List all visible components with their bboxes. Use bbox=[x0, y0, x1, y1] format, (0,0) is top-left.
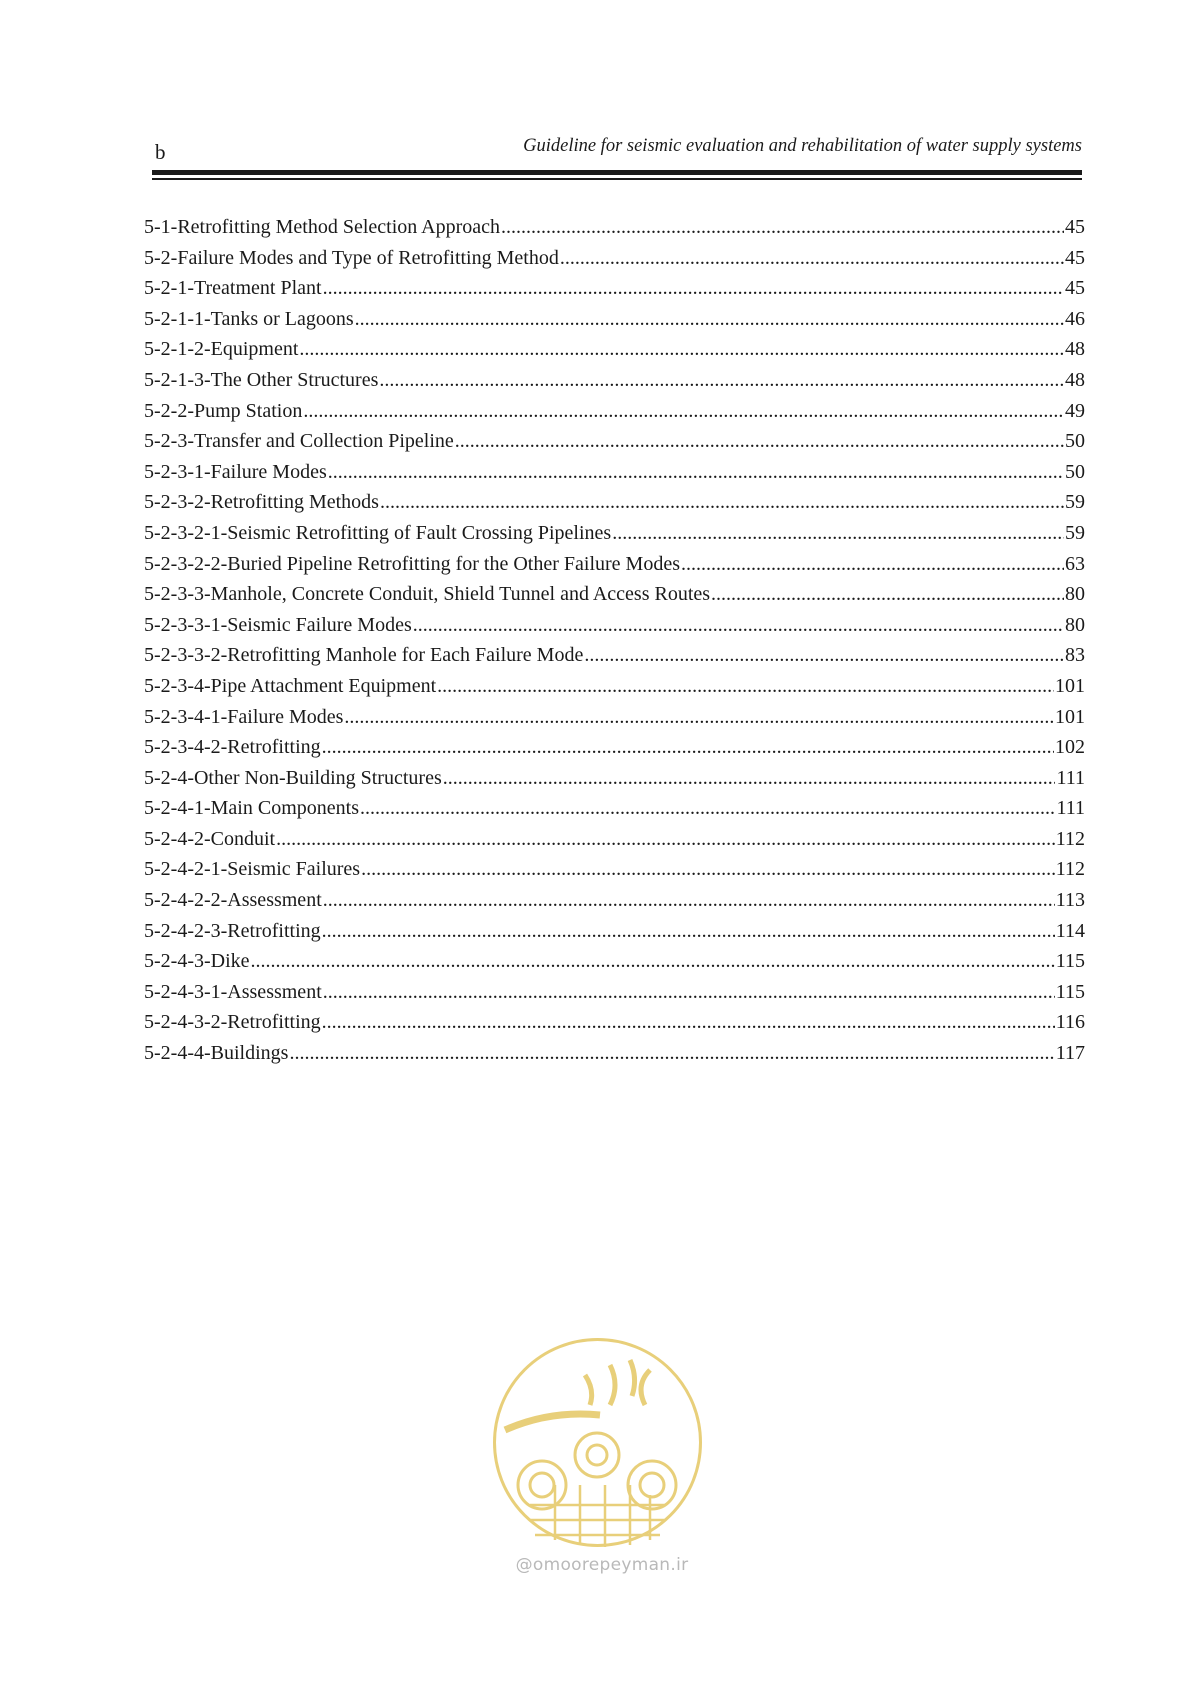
toc-entry-title: 5-2-3-3-2-Retrofitting Manhole for Each Failure Mode bbox=[144, 644, 584, 667]
toc-dot-leader bbox=[361, 854, 1055, 885]
toc-entry-page: 49 bbox=[1065, 399, 1085, 422]
toc-dot-leader bbox=[681, 549, 1064, 580]
toc-entry bbox=[144, 793, 1085, 824]
toc-entry-page: 102 bbox=[1055, 736, 1085, 759]
toc-entry-page: 116 bbox=[1055, 1011, 1085, 1034]
toc-entry bbox=[144, 334, 1085, 365]
toc-entry bbox=[144, 732, 1085, 763]
toc-entry-title: 5-2-2-Pump Station bbox=[144, 399, 303, 422]
toc-dot-leader bbox=[355, 304, 1064, 335]
toc-entry-page: 46 bbox=[1065, 307, 1085, 330]
toc-entry-title: 5-2-3-1-Failure Modes bbox=[144, 460, 327, 483]
toc-entry-title: 5-1-Retrofitting Method Selection Approach bbox=[144, 216, 501, 238]
toc-entry-page: 50 bbox=[1065, 430, 1085, 453]
toc-entry-title: 5-2-4-3-1-Assessment bbox=[144, 980, 322, 1003]
toc-entry bbox=[144, 457, 1085, 488]
toc-dot-leader bbox=[299, 334, 1064, 365]
toc-entry-title: 5-2-3-Transfer and Collection Pipeline bbox=[144, 430, 454, 453]
toc-entry bbox=[144, 1007, 1085, 1038]
toc-entry-title: 5-2-3-3-1-Seismic Failure Modes bbox=[144, 613, 412, 636]
toc-entry bbox=[144, 702, 1085, 733]
page-letter: b bbox=[155, 140, 166, 164]
toc-entry-title: 5-2-3-4-1-Failure Modes bbox=[144, 705, 344, 728]
toc-entry bbox=[144, 854, 1085, 885]
toc-entry-page: 111 bbox=[1056, 797, 1085, 820]
toc-entry bbox=[144, 243, 1085, 274]
toc-dot-leader bbox=[380, 487, 1064, 518]
toc-entry-title: 5-2-4-2-2-Assessment bbox=[144, 889, 322, 912]
toc-entry-page: 115 bbox=[1055, 950, 1085, 973]
toc-entry-title: 5-2-4-2-3-Retrofitting bbox=[144, 919, 321, 942]
toc-entry bbox=[144, 518, 1085, 549]
toc-entry-title: 5-2-1-3-The Other Structures bbox=[144, 368, 379, 391]
toc-dot-leader bbox=[276, 824, 1055, 855]
watermark-logo bbox=[490, 1335, 705, 1550]
toc-dot-leader bbox=[711, 579, 1064, 610]
toc-entry bbox=[144, 671, 1085, 702]
toc-dot-leader bbox=[323, 977, 1055, 1008]
toc-entry-page: 48 bbox=[1065, 338, 1085, 361]
toc-entry-page: 101 bbox=[1055, 705, 1085, 728]
toc-entry-page: 113 bbox=[1055, 889, 1085, 912]
running-title: Guideline for seismic evaluation and rehabilitation of water supply systems bbox=[523, 136, 1082, 156]
toc-dot-leader bbox=[322, 916, 1055, 947]
toc-entry-title: 5-2-4-2-Conduit bbox=[144, 827, 276, 850]
toc-entry-page: 45 bbox=[1065, 246, 1085, 269]
toc-dot-leader bbox=[328, 457, 1064, 488]
toc-entry bbox=[144, 640, 1085, 671]
toc-entry-title: 5-2-4-3-Dike bbox=[144, 950, 250, 973]
toc-entry bbox=[144, 396, 1085, 427]
toc-dot-leader bbox=[437, 671, 1054, 702]
toc-entry-page: 117 bbox=[1055, 1042, 1085, 1065]
toc-entry bbox=[144, 946, 1085, 977]
toc-dot-leader bbox=[303, 396, 1064, 427]
toc-entry-title: 5-2-3-2-2-Buried Pipeline Retrofitting for the Other Failure Modes bbox=[144, 552, 680, 575]
toc-entry-page: 63 bbox=[1065, 552, 1085, 575]
toc-entry-title: 5-2-3-3-Manhole, Concrete Conduit, Shield Tunnel and Access Routes bbox=[144, 583, 711, 606]
toc-dot-leader bbox=[612, 518, 1064, 549]
toc-entry-title: 5-2-4-3-2-Retrofitting bbox=[144, 1011, 321, 1034]
toc-entry bbox=[144, 549, 1085, 580]
toc-entry-page: 80 bbox=[1065, 583, 1085, 606]
toc-entry bbox=[144, 824, 1085, 855]
toc-dot-leader bbox=[344, 702, 1054, 733]
toc-entry bbox=[144, 579, 1085, 610]
toc-entry-title: 5-2-1-1-Tanks or Lagoons bbox=[144, 307, 354, 330]
toc-dot-leader bbox=[560, 243, 1064, 274]
table-of-contents bbox=[144, 212, 1085, 1069]
toc-entry-page: 50 bbox=[1065, 460, 1085, 483]
toc-dot-leader bbox=[322, 732, 1054, 763]
toc-entry bbox=[144, 212, 1085, 243]
toc-entry bbox=[144, 304, 1085, 335]
toc-entry-title: 5-2-1-2-Equipment bbox=[144, 338, 299, 361]
toc-dot-leader bbox=[501, 212, 1064, 243]
toc-entry-page: 59 bbox=[1065, 521, 1085, 544]
toc-entry-page: 59 bbox=[1065, 491, 1085, 514]
header-rule-thin bbox=[152, 178, 1082, 180]
toc-entry-title: 5-2-3-2-Retrofitting Methods bbox=[144, 491, 379, 514]
toc-entry bbox=[144, 916, 1085, 947]
toc-entry bbox=[144, 1038, 1085, 1069]
toc-dot-leader bbox=[443, 763, 1056, 794]
toc-entry-page: 45 bbox=[1065, 277, 1085, 300]
toc-entry-page: 112 bbox=[1055, 858, 1085, 881]
toc-dot-leader bbox=[584, 640, 1064, 671]
toc-entry-title: 5-2-3-2-1-Seismic Retrofitting of Fault Crossing Pipelines bbox=[144, 521, 612, 544]
toc-entry bbox=[144, 610, 1085, 641]
toc-entry-title: 5-2-4-2-1-Seismic Failures bbox=[144, 858, 361, 881]
toc-entry-title: 5-2-1-Treatment Plant bbox=[144, 277, 322, 300]
toc-entry-page: 112 bbox=[1055, 827, 1085, 850]
toc-dot-leader bbox=[379, 365, 1064, 396]
toc-entry bbox=[144, 365, 1085, 396]
toc-entry-page: 115 bbox=[1055, 980, 1085, 1003]
toc-dot-leader bbox=[323, 273, 1064, 304]
toc-entry-page: 111 bbox=[1056, 766, 1085, 789]
toc-entry-title: 5-2-3-4-Pipe Attachment Equipment bbox=[144, 674, 437, 697]
toc-entry-page: 48 bbox=[1065, 368, 1085, 391]
toc-entry bbox=[144, 487, 1085, 518]
toc-entry bbox=[144, 885, 1085, 916]
header-rule-thick bbox=[152, 170, 1082, 175]
toc-dot-leader bbox=[322, 1007, 1055, 1038]
toc-entry bbox=[144, 273, 1085, 304]
toc-entry-title: 5-2-Failure Modes and Type of Retrofitting Method bbox=[144, 246, 559, 269]
toc-entry bbox=[144, 426, 1085, 457]
watermark-caption: @omoorepeyman.ir bbox=[515, 1555, 689, 1575]
toc-dot-leader bbox=[455, 426, 1064, 457]
toc-dot-leader bbox=[323, 885, 1055, 916]
toc-entry-page: 83 bbox=[1065, 644, 1085, 667]
toc-entry-page: 114 bbox=[1055, 919, 1085, 942]
toc-dot-leader bbox=[413, 610, 1064, 641]
toc-dot-leader bbox=[360, 793, 1056, 824]
toc-entry-page: 80 bbox=[1065, 613, 1085, 636]
toc-entry bbox=[144, 763, 1085, 794]
toc-entry-page: 101 bbox=[1055, 674, 1085, 697]
toc-entry bbox=[144, 977, 1085, 1008]
watermark-seal-icon bbox=[495, 1340, 701, 1548]
toc-entry-page: 45 bbox=[1065, 216, 1085, 238]
toc-dot-leader bbox=[251, 946, 1055, 977]
toc-entry-title: 5-2-4-4-Buildings bbox=[144, 1042, 289, 1065]
toc-entry-title: 5-2-4-Other Non-Building Structures bbox=[144, 766, 442, 789]
toc-entry-title: 5-2-4-1-Main Components bbox=[144, 797, 359, 820]
toc-entry-title: 5-2-3-4-2-Retrofitting bbox=[144, 736, 321, 759]
toc-dot-leader bbox=[289, 1038, 1054, 1069]
